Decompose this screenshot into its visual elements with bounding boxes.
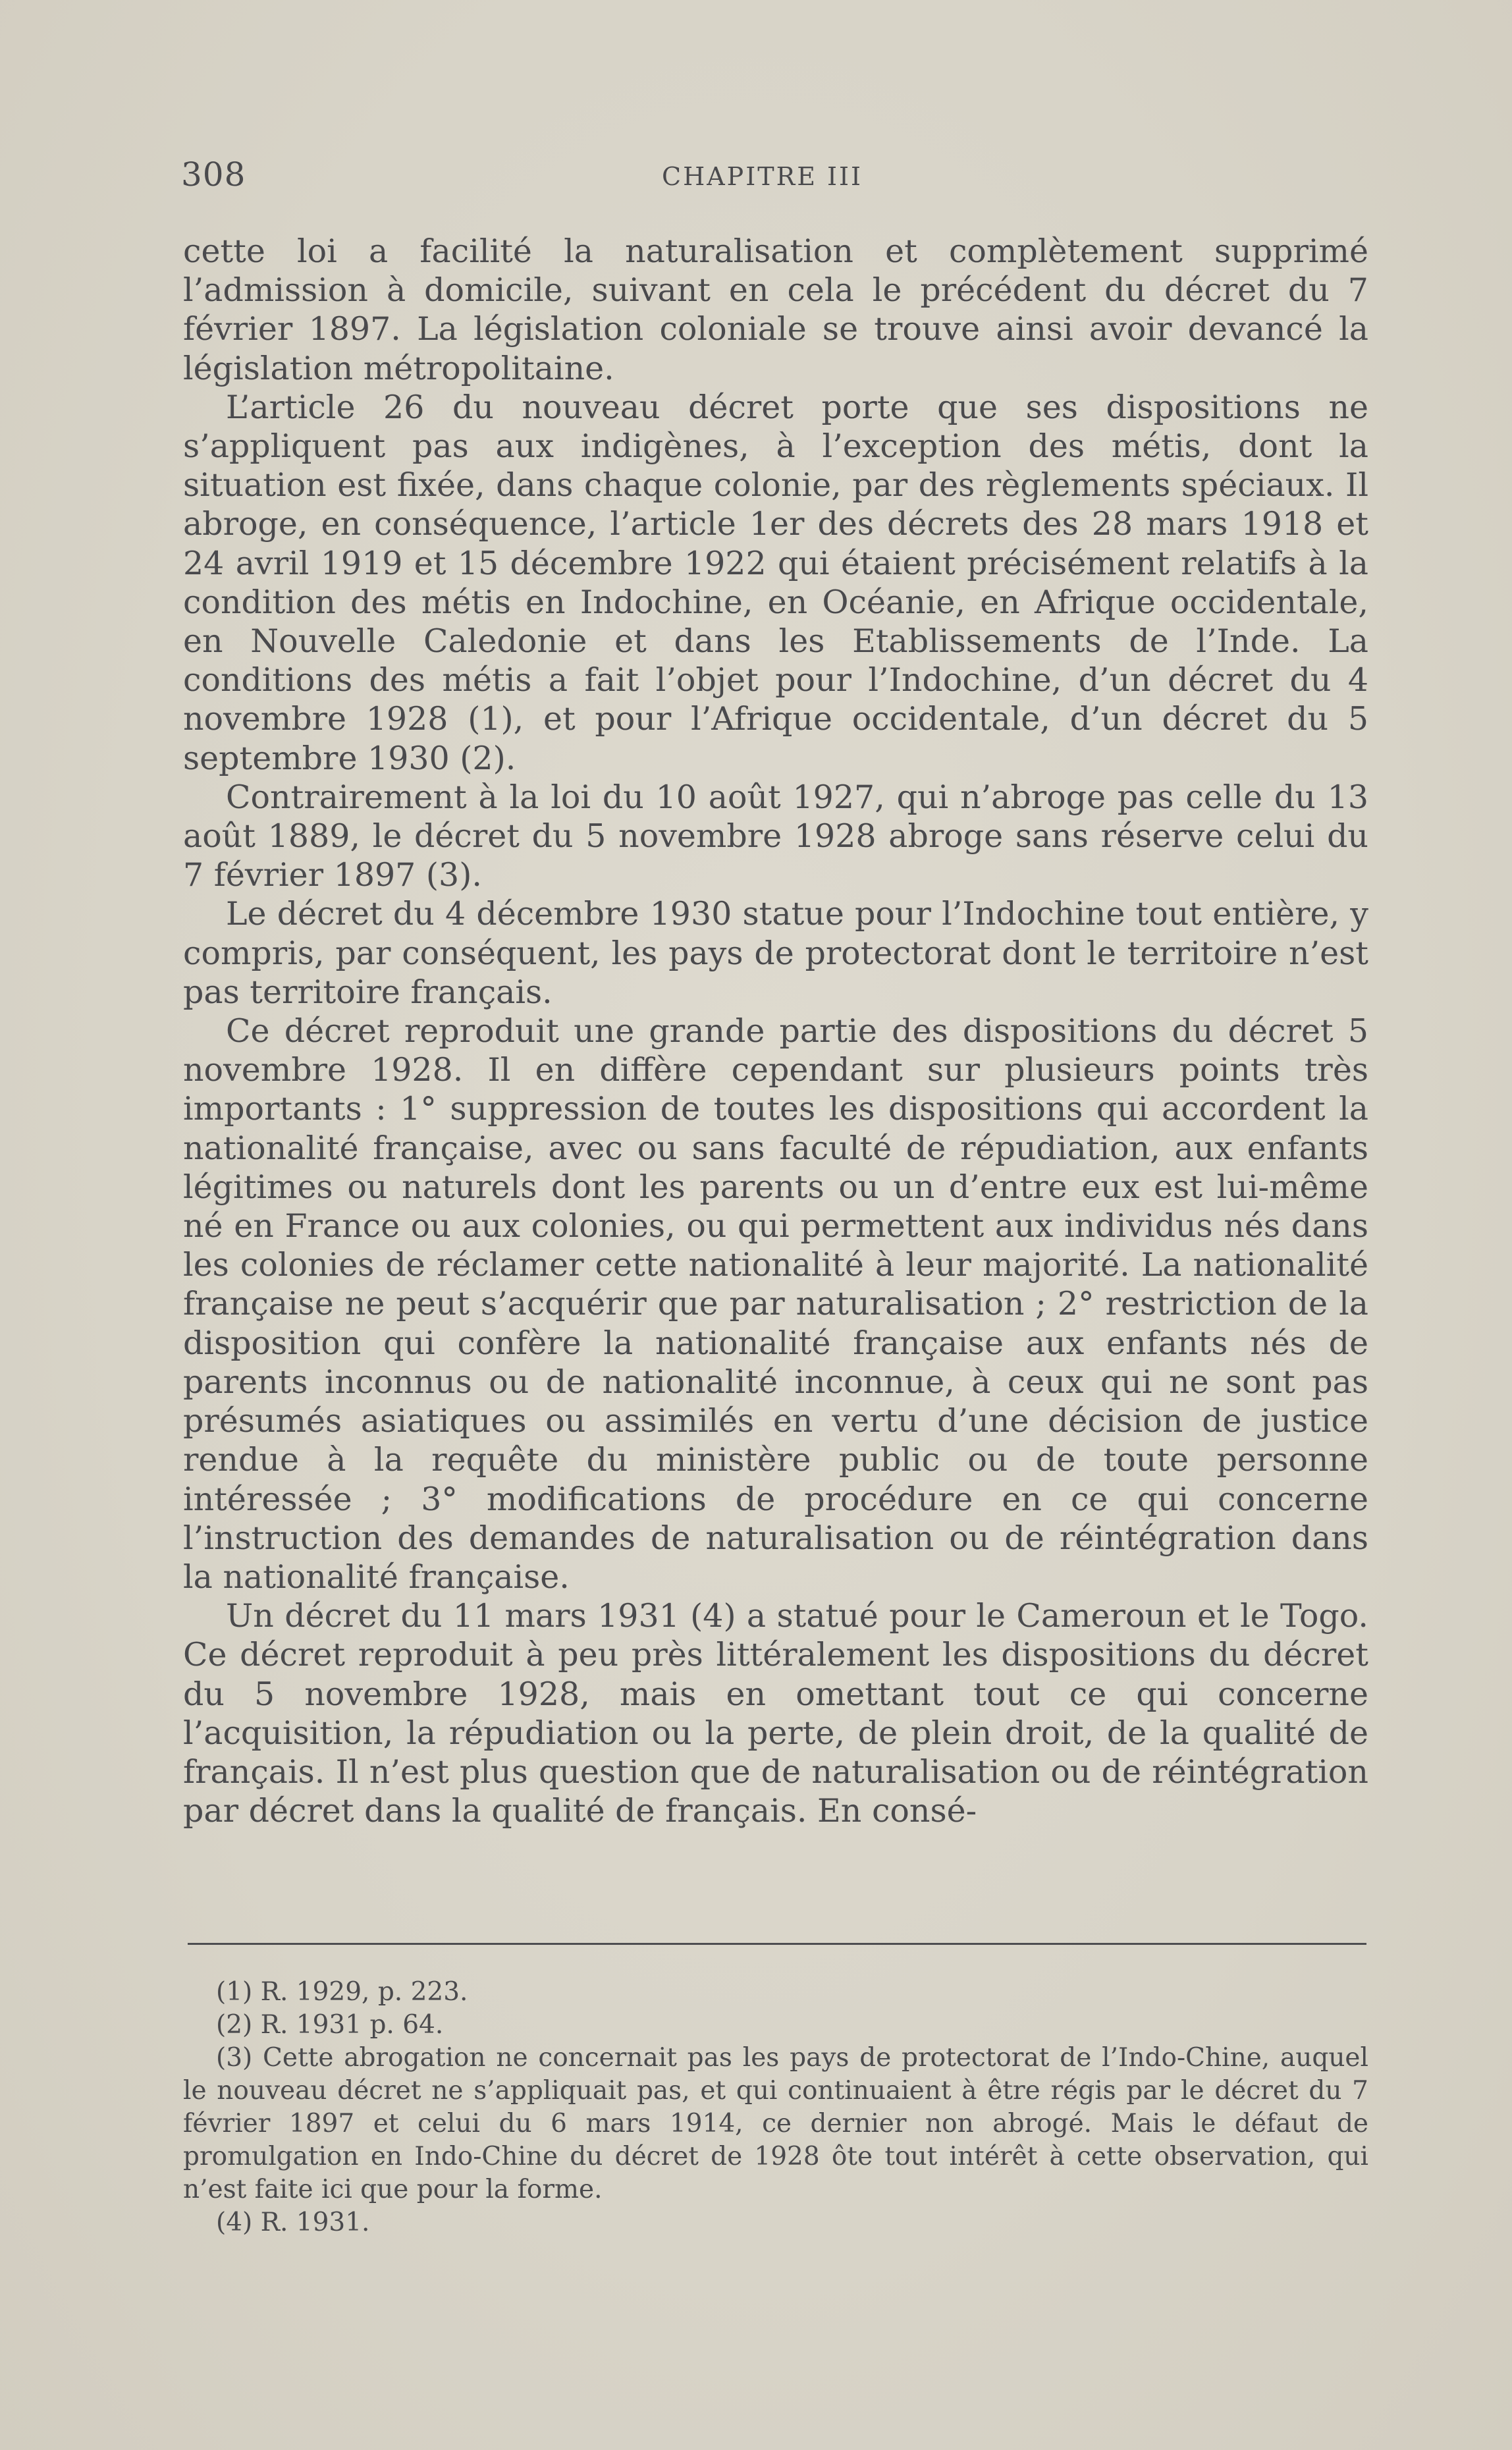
footnote: (3) Cette abrogation ne concernait pas les pays de protectorat de l’Indo-Chine, auquel le nouveau décret ne s’appliquait pas, et qui continuaient à être régis par le décret du 7 février 1897 et celui du 6 mars 1914, ce dernier non abrogé. Mais le défaut de promulgation en Indo-Chine du décret de 1928 ôte tout intérêt à cette observation, qui n’est faite ici que pour la forme. (183, 2043, 1368, 2204)
paragraph: L’article 26 du nouveau décret porte que ses dispositions ne s’appliquent pas aux indigènes, à l’exception des métis, dont la situation est fixée, dans chaque colonie, par des règlements spéciaux. Il abroge, en conséquence, l’article 1er des décrets des 28 mars 1918 et 24 avril 1919 et 15 décembre 1922 qui étaient précisément relatifs à la condition des métis en Indochine, en Océanie, en Afrique occidentale, en Nouvelle Caledonie et dans les Etablissements de l’Inde. La conditions des métis a fait l’objet pour l’Indochine, d’un décret du 4 novembre 1928 (1), et pour l’Afrique occidentale, d’un décret du 5 septembre 1930 (2). (183, 388, 1368, 777)
footnote: (1) R. 1929, p. 223. (216, 1977, 468, 2007)
paragraph: Le décret du 4 décembre 1930 statue pour l’Indochine tout entière, y compris, par conséquent, les pays de protectorat dont le territoire n’est pas territoire français. (183, 895, 1368, 1011)
footnotes (183, 1976, 1368, 2239)
footnote-separator (188, 1943, 1366, 1945)
paragraph: Ce décret reproduit une grande partie des dispositions du décret 5 novembre 1928. Il en diffère cependant sur plusieurs points très importants : 1° suppression de toutes les dispositions qui accordent la nationalité française, avec ou sans faculté de répudiation, aux enfants légitimes ou naturels dont les parents ou un d’entre eux est lui-même né en France ou aux colonies, ou qui permettent aux individus nés dans les colonies de réclamer cette nationalité à leur majorité. La nationalité française ne peut s’acquérir que par naturalisation ; 2° restriction de la disposition qui confère la nationalité française aux enfants nés de parents inconnus ou de nationalité inconnue, à ceux qui ne sont pas présumés asiatiques ou assimilés en vertu d’une décision de justice rendue à la requête du ministère public ou de toute personne intéressée ; 3° modifications de procédure en ce qui concerne l’instruction des demandes de naturalisation ou de réintégration dans la nationalité française. (183, 1012, 1368, 1596)
main-text (183, 232, 1368, 1830)
paragraph: cette loi a facilité la naturalisation et complètement supprimé l’admission à domicile, suivant en cela le précédent du décret du 7 février 1897. La législation coloniale se trouve ainsi avoir devancé la législation métropolitaine. (183, 232, 1368, 387)
footnote: (4) R. 1931. (216, 2208, 370, 2237)
footnote: (2) R. 1931 p. 64. (216, 2010, 444, 2040)
paragraph: Contrairement à la loi du 10 août 1927, qui n’abroge pas celle du 13 août 1889, le décret du 5 novembre 1928 abroge sans réserve celui du 7 février 1897 (3). (183, 778, 1368, 894)
page-header (181, 155, 1366, 202)
running-head: CHAPITRE III (662, 162, 863, 191)
paragraph: Un décret du 11 mars 1931 (4) a statué pour le Cameroun et le Togo. Ce décret reproduit à peu près littéralement les dispositions du décret du 5 novembre 1928, mais en omettant tout ce qui concerne l’acquisition, la répudiation ou la perte, de plein droit, de la qualité de français. Il n’est plus question que de naturalisation ou de réintégration par décret dans la qualité de français. En consé- (183, 1597, 1368, 1830)
page-number: 308 (181, 155, 246, 194)
